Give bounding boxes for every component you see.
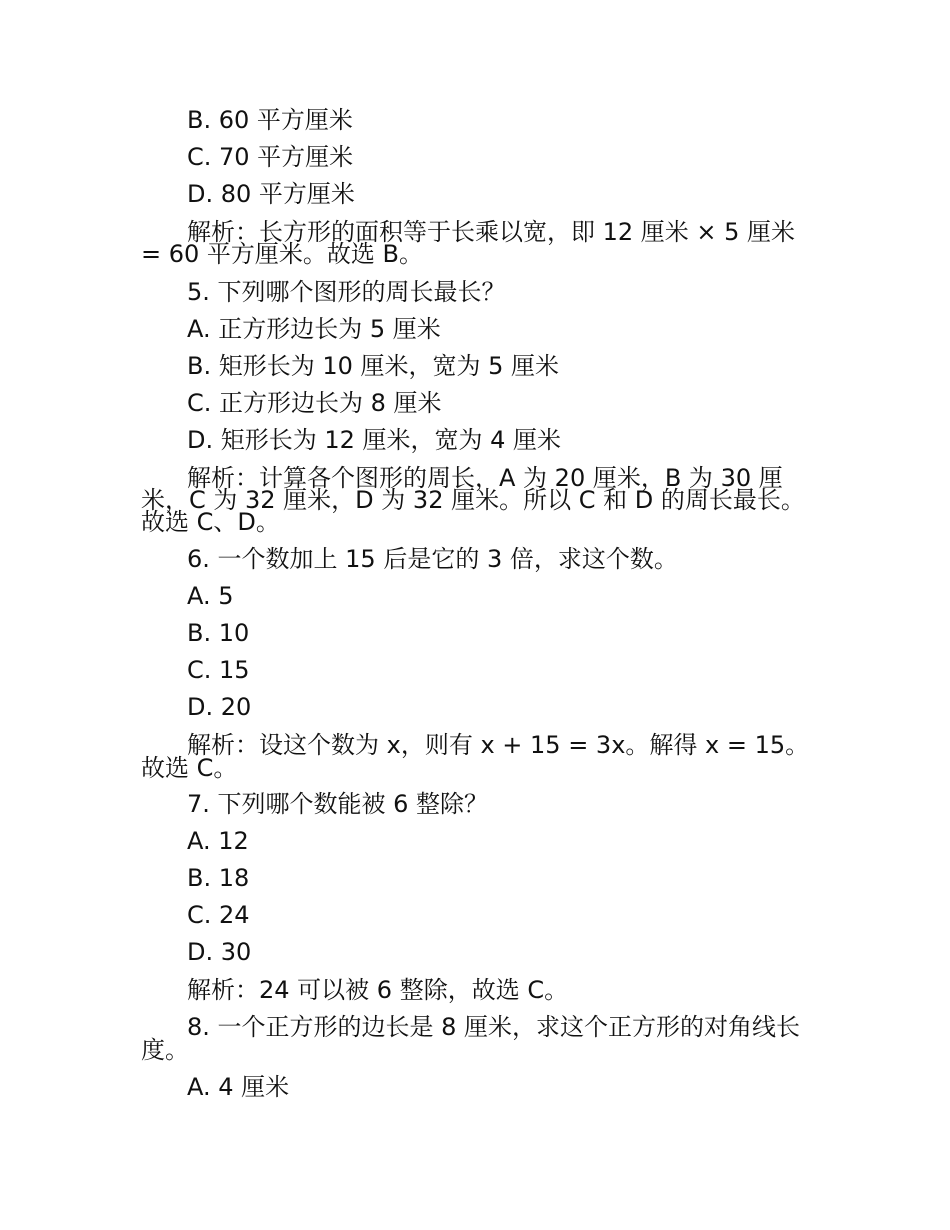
option-a-q8: A. 4 厘米 bbox=[187, 1073, 290, 1101]
option-c-q7: C. 24 bbox=[187, 901, 250, 929]
option-a-q7: A. 12 bbox=[187, 827, 249, 855]
option-d-q4: D. 80 平方厘米 bbox=[187, 180, 355, 208]
question-8-line2: 度。 bbox=[141, 1036, 189, 1064]
option-d-q5: D. 矩形长为 12 厘米，宽为 4 厘米 bbox=[187, 426, 562, 454]
option-b-q7: B. 18 bbox=[187, 864, 250, 892]
question-7: 7. 下列哪个数能被 6 整除？ bbox=[187, 790, 489, 818]
explanation-q6-line2: 故选 C。 bbox=[141, 754, 238, 782]
explanation-q4-line2: = 60 平方厘米。故选 B。 bbox=[141, 240, 423, 268]
option-d-q6: D. 20 bbox=[187, 693, 252, 721]
option-b-q5: B. 矩形长为 10 厘米，宽为 5 厘米 bbox=[187, 352, 560, 380]
question-8-line1: 8. 一个正方形的边长是 8 厘米，求这个正方形的对角线长 bbox=[187, 1013, 801, 1041]
question-6: 6. 一个数加上 15 后是它的 3 倍，求这个数。 bbox=[187, 545, 678, 573]
option-b-q6: B. 10 bbox=[187, 619, 250, 647]
option-a-q6: A. 5 bbox=[187, 582, 234, 610]
option-c-q4: C. 70 平方厘米 bbox=[187, 143, 354, 171]
explanation-q4-line1: 解析：长方形的面积等于长乘以宽，即 12 厘米 × 5 厘米 bbox=[187, 218, 796, 246]
option-c-q6: C. 15 bbox=[187, 656, 250, 684]
explanation-q5-line2: 米，C 为 32 厘米，D 为 32 厘米。所以 C 和 D 的周长最长。 bbox=[141, 486, 805, 514]
explanation-q5-line1: 解析：计算各个图形的周长，A 为 20 厘米，B 为 30 厘 bbox=[187, 464, 783, 492]
explanation-q5-line3: 故选 C、D。 bbox=[141, 508, 280, 536]
option-b-q4: B. 60 平方厘米 bbox=[187, 106, 353, 134]
option-c-q5: C. 正方形边长为 8 厘米 bbox=[187, 389, 442, 417]
question-5: 5. 下列哪个图形的周长最长？ bbox=[187, 278, 506, 306]
option-d-q7: D. 30 bbox=[187, 938, 252, 966]
explanation-q6-line1: 解析：设这个数为 x，则有 x + 15 = 3x。解得 x = 15。 bbox=[187, 731, 810, 759]
explanation-q7: 解析：24 可以被 6 整除，故选 C。 bbox=[187, 976, 569, 1004]
option-a-q5: A. 正方形边长为 5 厘米 bbox=[187, 315, 441, 343]
